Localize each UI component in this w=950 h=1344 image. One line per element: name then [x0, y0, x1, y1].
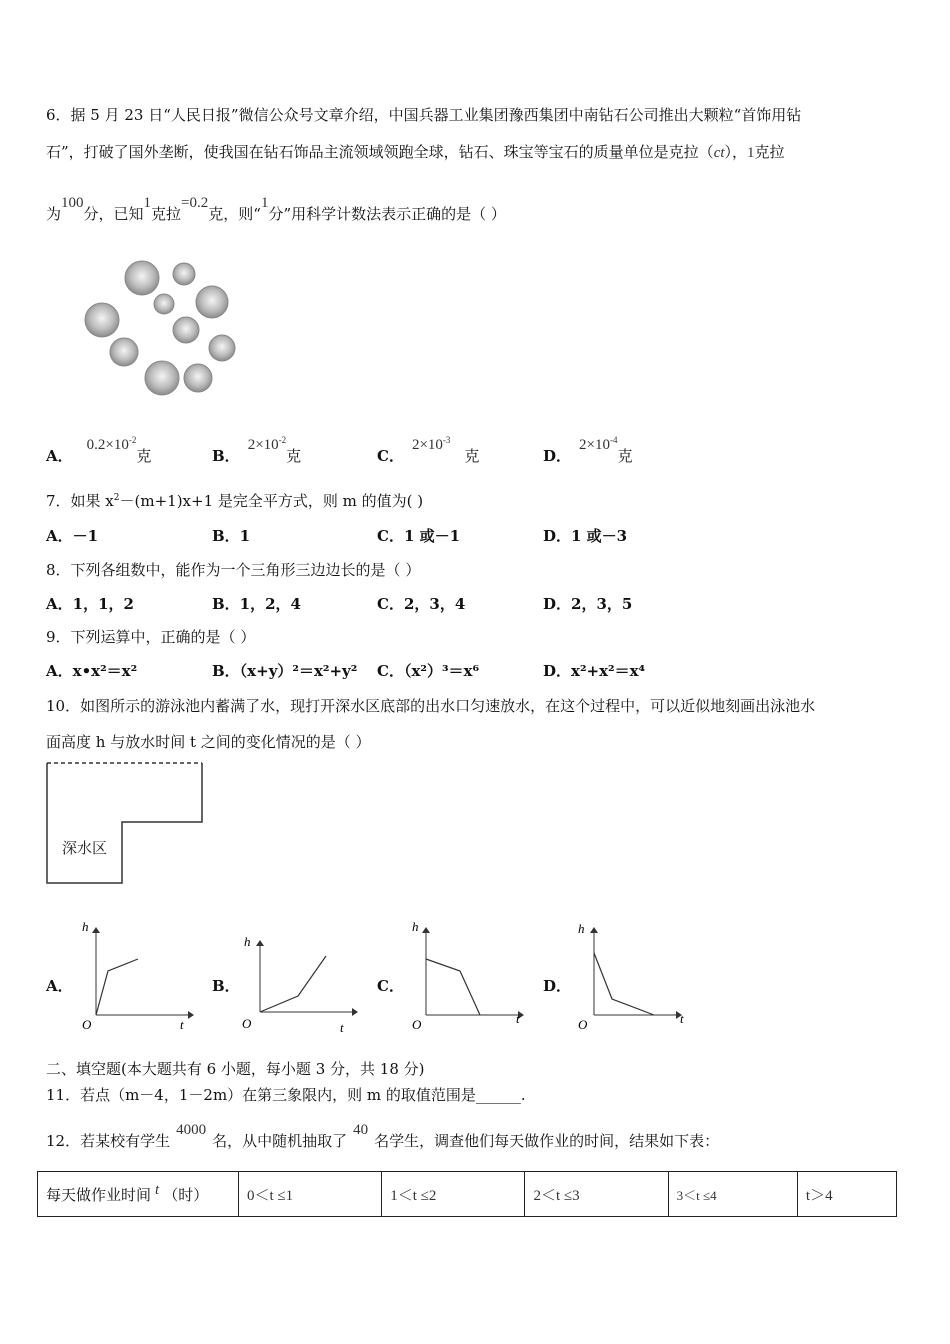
pool-diagram: [42, 758, 212, 888]
graph-a[interactable]: [76, 915, 196, 1035]
q10-option-b-label[interactable]: B．: [212, 977, 240, 995]
q9-option-b[interactable]: B．（x+y）²＝x²+y²: [212, 662, 358, 680]
q6-line2: 石”，打破了国外垄断，使我国在钻石饰品主流领域领跑全球，钻石、珠宝等宝石的质量单位是克拉（ct），1克拉: [46, 143, 785, 161]
graph-d[interactable]: [574, 915, 694, 1035]
homework-time-table: [37, 1171, 897, 1217]
axis-h: h: [578, 921, 585, 936]
q6-line3: 为100分，已知1克拉=0.2克，则“1分”用科学计数法表示正确的是（ ）: [46, 195, 506, 223]
q7-option-a[interactable]: A．－1: [46, 527, 99, 545]
axis-o: O: [82, 1017, 92, 1032]
diamond: [145, 361, 179, 395]
q6-line1: 6．据 5 月 23 日“人民日报”微信公众号文章介绍，中国兵器工业集团豫西集团中南钻石公司推出大颗粒“首饰用钻: [46, 106, 802, 124]
q8-option-d[interactable]: D．2，3，5: [543, 595, 633, 613]
table-row: [38, 1172, 897, 1217]
diamond: [110, 338, 138, 366]
axis-h: h: [82, 919, 89, 934]
q7-option-d[interactable]: D．1 或－3: [543, 527, 628, 545]
axis-t: t: [680, 1011, 684, 1026]
q10-option-d-label[interactable]: D．: [543, 977, 572, 995]
q9-stem: 9．下列运算中，正确的是（ ）: [46, 628, 256, 646]
q8-option-b[interactable]: B．1，2，4: [212, 595, 301, 613]
q8-stem: 8．下列各组数中，能作为一个三角形三边边长的是（ ）: [46, 561, 421, 579]
q6-option-a[interactable]: A．$0.2\times 10^{-2}$克: [46, 435, 152, 465]
axis-o: O: [242, 1016, 252, 1031]
q10-option-a-label[interactable]: A．: [46, 977, 73, 995]
q11-stem: 11．若点（m－4，1－2m）在第三象限内，则 m 的取值范围是______.: [46, 1086, 526, 1104]
q7-option-c[interactable]: C．1 或－1: [377, 527, 461, 545]
q9-option-a[interactable]: A．x•x²＝x²: [46, 662, 138, 680]
table-cell: 1＜t ≤2: [382, 1172, 525, 1217]
q10-line2: 面高度 h 与放水时间 t 之间的变化情况的是（ ）: [46, 733, 371, 751]
axis-o: O: [578, 1017, 588, 1032]
q10-line1: 10．如图所示的游泳池内蓄满了水，现打开深水区底部的出水口匀速放水，在这个过程中，可以近似地刻画出泳池水: [46, 697, 816, 715]
section-title: 二、填空题(本大题共有 6 小题，每小题 3 分，共 18 分): [46, 1060, 425, 1078]
q8-option-a[interactable]: A．1，1，2: [46, 595, 134, 613]
diamond: [125, 261, 159, 295]
q10-option-c-label[interactable]: C．: [377, 977, 404, 995]
table-cell: 3＜t ≤4: [668, 1172, 797, 1217]
axis-o: O: [412, 1017, 422, 1032]
q7-option-b[interactable]: B．1: [212, 527, 251, 545]
graph-b[interactable]: [240, 922, 360, 1037]
q6-option-d[interactable]: D．$2\times 10^{-4}$克: [543, 435, 633, 465]
table-cell: 2＜t ≤3: [525, 1172, 668, 1217]
axis-h: h: [412, 919, 419, 934]
table-cell: 0＜t ≤1: [239, 1172, 382, 1217]
diamond: [173, 263, 195, 285]
q6-option-b[interactable]: B．$2\times 10^{-2}$克: [212, 435, 302, 465]
q8-option-c[interactable]: C．2，3，4: [377, 595, 466, 613]
axis-t: t: [180, 1017, 184, 1032]
diamond: [184, 364, 212, 392]
axis-t: t: [340, 1020, 344, 1035]
pool-label: 深水区: [62, 839, 108, 857]
table-header-cell: 每天做作业时间 t （时）: [38, 1172, 239, 1217]
diamond: [196, 286, 228, 318]
diamond: [209, 335, 235, 361]
graph-c[interactable]: [406, 915, 526, 1035]
diamonds-image: [78, 258, 248, 398]
table-cell: t＞4: [797, 1172, 896, 1217]
diamond: [154, 294, 174, 314]
q7-stem: 7．如果 $x^2-(m+1)x+1$ 是完全平方式，则 m 的值为( ): [46, 492, 424, 510]
diamond: [173, 317, 199, 343]
diamond: [85, 303, 119, 337]
q9-option-c[interactable]: C．（x²）³＝x⁶: [377, 662, 480, 680]
axis-h: h: [244, 934, 251, 949]
q9-option-d[interactable]: D．x²+x²＝x⁴: [543, 662, 646, 680]
axis-t: t: [516, 1011, 520, 1026]
q6-option-c[interactable]: C．$2\times 10^{-3}$克: [377, 435, 480, 465]
q12-stem: 12．若某校有学生4000名，从中随机抽取了40名学生，调查他们每天做作业的时间，结果如下表：: [46, 1122, 720, 1150]
